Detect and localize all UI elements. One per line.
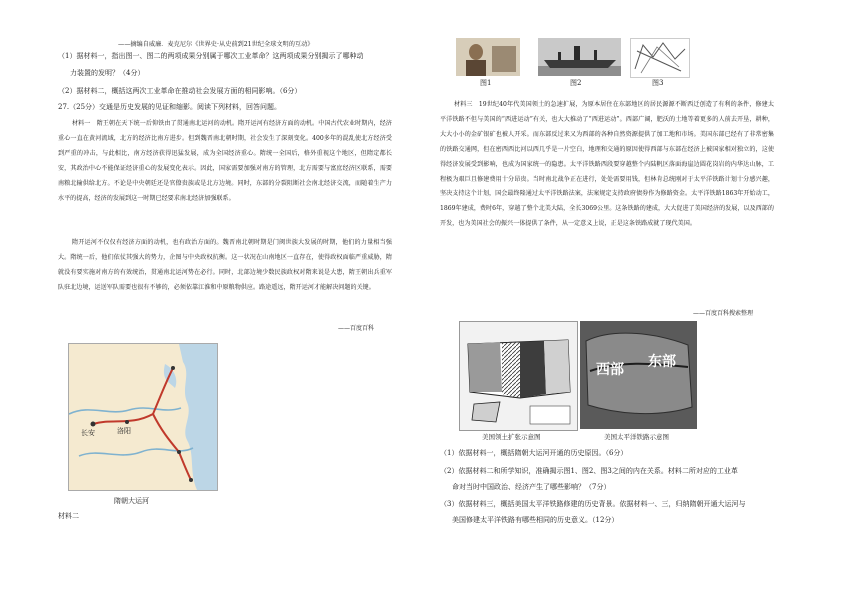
- figure-2-label: 图2: [570, 79, 582, 87]
- figure-1-drawing: [456, 38, 520, 76]
- us-expansion-map-drawing: [460, 322, 577, 430]
- material-1-paragraph-1: 材料一 隋王朝在天下统一后仰铁由了贯通南北运河的动机。隋开运河有经济方面的动机。中国古代农业时期内，经济重心一直在黄河流域，北方的经济比南方进步。但到魏晋南北朝时期，社会发生了深刻变化。400多年的混乱使北方经济受到严重的冲击，与此相比，南方经济获得迅猛发展，成为全国经济重心。隋统一全国后，格外重视这个地区，但隋定都长安，其政治中心不能保证经济重心的发展变化表示。因此，国家需要加强对南方的管理，北方需要与富庶经济区联系，需要南粮北输供给北方。不论是中央朝廷还是官僚贵族或是北方边境。同时，东部的分裂阻断社会南北经济交流，而随着生产力水平的提高，经济的发展到这一时期已经要求南北经济加强联系。: [58, 120, 392, 202]
- question-27-3-continued: 美国修建太平洋铁路有哪些相同的历史意义。（12分）: [452, 516, 619, 524]
- map-label-east: 东部: [648, 354, 676, 370]
- map-label-luoyang: 洛阳: [117, 427, 131, 435]
- material-3-paragraph: 材料三 19世纪40年代美国领土的急速扩展，为原本居住在东部地区的居民源源不断西迁创造了有利的条件，修建太平洋铁路不但与美国的“西进运动”有关，也大大推动了“西进运动”。西部广阔，肥沃的土地等着更多的人前去开垦，耕种，大大小小的金矿银矿也被人开采。而东部反过来又为西部的各种自然资源提供了加工地和市场。美国东部已经有了非常密集的铁路交通网，但在密西西比河以西几乎是一片空白，地理和交通的原因使得西部与东部在经济上被国家相对独立的，这使得经济发展受到影响，也成为国家统一的隐患。太平洋铁路西段要穿越整个内陆帆区落面海崖边圆花岗岩的内华达山脉，工程极为艰巨且修建费用十分昂贵。当时南北战争正在进行，处处需要用钱，但林肯总统刚对于太平洋铁路计划十分感兴趣，坚决支持这个计划，国会最终隆通过太平洋铁路法案，法案规定支持政府债券作为修路资金。太平洋铁路1863年开始动工，1869年建成，费时6年，穿越了整个北美大陆，全长3069公里。这条铁路的建成，大大促进了美国经济的发展，以及西部的开发，也为美国社会的振兴一体提供了条件，从一定意义上说，正是这条铁路成就了现代美国。: [440, 101, 774, 228]
- map-label-changan: 长安: [81, 429, 95, 437]
- question-27-2: （2）依据材料二和所学知识，准确揭示图1、图2、图3之间的内在关系。材料二所对应的工业革: [440, 467, 738, 475]
- question-1-continued: 力装置的发明？（4分）: [70, 69, 145, 77]
- map-label-west: 西部: [596, 362, 624, 378]
- us-pacific-railway-map: [580, 321, 697, 429]
- source-citation: ——摘编自威廉．麦克尼尔《世界史·从史前到21世纪全球文明的互动》: [118, 41, 314, 48]
- us-expansion-map-caption: 美国领土扩张示意图: [482, 433, 541, 441]
- figure-2-drawing: [538, 38, 621, 76]
- sui-canal-map-caption: 隋朝大运河: [114, 497, 149, 505]
- figure-1-portrait-image: [456, 38, 520, 76]
- figure-3-drawing: [631, 39, 689, 77]
- source-credit: ——百度百科: [338, 325, 375, 332]
- figure-3-railway-map-image: [630, 38, 690, 78]
- question-27-2-continued: 命对当时中国政治、经济产生了哪些影响？（7分）: [452, 483, 611, 491]
- sui-canal-map: [68, 343, 218, 491]
- pacific-railway-map-caption: 美国太平洋铁路示意图: [604, 433, 669, 441]
- question-27-1: （1）依据材料一，概括隋朝大运河开通的历史原因。（6分）: [440, 449, 628, 457]
- sui-canal-map-drawing: [69, 344, 217, 490]
- source-credit-3: ——百度百科搜索整理: [693, 310, 754, 317]
- figure-2-steamship-image: [538, 38, 621, 76]
- question-1: （1）据材料一，指出图一、图二的两项成果分别属于哪次工业革命？这两项成果分别揭示了哪种动: [58, 52, 364, 60]
- figure-3-label: 图3: [652, 79, 664, 87]
- question-27-3: （3）依据材料三，概括美国太平洋铁路修建的历史背景。依据材料一、三，归纳隋朝开通大运河与: [440, 500, 746, 508]
- question-2: （2）据材料二，概括这两次工业革命在推动社会发展方面的相同影响。（6分）: [58, 87, 302, 95]
- question-27-heading: 27.（25分）交通是历史发展的见证和缩影。阅读下列材料，回答问题。: [58, 103, 282, 111]
- material-2-label: 材料二: [58, 512, 79, 520]
- us-territorial-expansion-map: [459, 321, 578, 431]
- figure-1-label: 图1: [480, 79, 492, 87]
- material-1-paragraph-2: 隋开运河不仅仅有经济方面的动机，也有政治方面的。魏晋南北朝时期是门阀世族大发展的时期，他们的力量相当强大。隋统一后，他们依仗其强大的势力，企图与中央政权抗衡。这一状况在山南地区一直存在，使得政权面临严重威胁，隋就没有要实施对南方的有效统治，贯通南北运河势在必行。同时，北部边境少数民族政权对隋来说是大患，隋王朝出兵重军队驻北边境，运送军队需要也很有不够的，必须依靠江淮和中原粮物供应。路途遥远，隋开运河才能解决问题的关键。: [58, 239, 392, 291]
